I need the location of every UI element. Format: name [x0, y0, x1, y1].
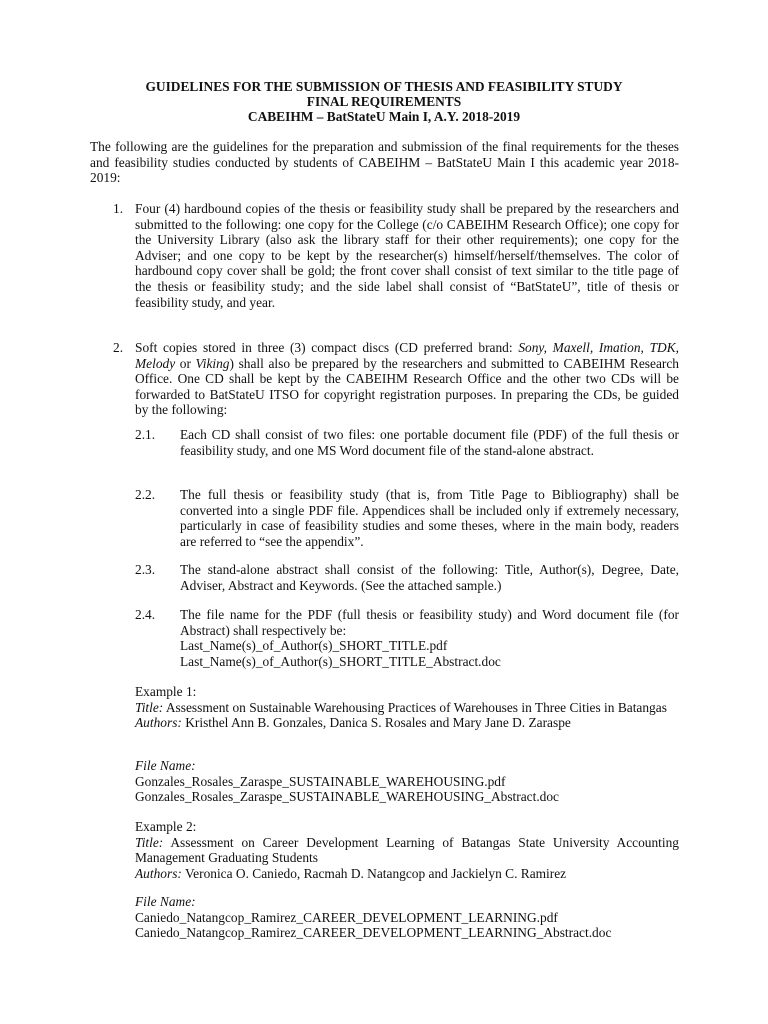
file-name-pdf: Caniedo_Natangcop_Ramirez_CAREER_DEVELOPMENT_LEARNING.pdf: [135, 909, 558, 925]
cd-brands: Sony, Maxell, Imation, TDK, Melody: [135, 340, 679, 371]
example-authors: Authors: Veronica O. Caniedo, Racmah D. Natangcop and Jackielyn C. Ramirez: [135, 865, 567, 881]
example-heading: Example 2:: [135, 819, 197, 834]
sub-item-text: The file name for the PDF (full thesis or feasibility study) and Word document file (for Abstract) shall respectively be: Last_Name(s)_of_Author(s)_SHORT_TITLE.pdf Last_Name(s)_of_Author(s)_SHORT_TITLE_Abstract.doc: [180, 607, 679, 669]
document-header: [0, 79, 768, 125]
sub-item-number: 2.4.: [135, 607, 156, 622]
sub-item-text: The stand-alone abstract shall consist of the following: Title, Author(s), Degree, Date, Adviser, Abstract and Keywords. (See the attached sample.): [180, 562, 679, 593]
item-text: Soft copies stored in three (3) compact discs (CD preferred brand: Sony, Maxell, Imation, TDK, Melody or Viking) shall also be prepared by the researchers and submitted to CABEIHM Research Office. One CD shall be kept by the CABEIHM Research Office and the other two CDs will be forwarded to BatStateU ITSO for copyright registration purposes. In preparing the CDs, be guided by the following:: [135, 340, 679, 418]
example-2: [135, 819, 679, 881]
file-name-label: File Name:: [135, 758, 196, 773]
sub-item-text: Each CD shall consist of two files: one portable document file (PDF) of the full thesis or feasibility study, and one MS Word document file of the stand-alone abstract.: [180, 427, 679, 458]
header-title: GUIDELINES FOR THE SUBMISSION OF THESIS AND FEASIBILITY STUDY: [145, 79, 623, 94]
sub-item-number: 2.2.: [135, 487, 156, 502]
item-number: 2.: [113, 340, 124, 355]
example-title: Title: Assessment on Sustainable Warehousing Practices of Warehouses in Three Cities in Batangas: [135, 699, 667, 715]
filename-pattern-pdf: Last_Name(s)_of_Author(s)_SHORT_TITLE.pdf: [180, 638, 448, 654]
sub-item-number: 2.1.: [135, 427, 156, 442]
item-text: Four (4) hardbound copies of the thesis or feasibility study shall be prepared by the researchers and submitted to the following: one copy for the College (c/o CABEIHM Research Office); one copy for the University Library (also ask the library staff for their other requirements); one copy for the Adviser; and one copy to be kept by the researcher(s) himself/herself/themselves. The color of hardbound copy cover shall be gold; the front cover shall consist of text similar to the title page of the thesis or feasibility study; and the side label shall consist of “BatStateU”, title of thesis or feasibility study, and year.: [135, 201, 679, 310]
file-name-pdf: Gonzales_Rosales_Zaraspe_SUSTAINABLE_WAREHOUSING.pdf: [135, 773, 506, 789]
header-college-year: CABEIHM – BatStateU Main I, A.Y. 2018-2019: [247, 109, 521, 125]
header-subtitle: FINAL REQUIREMENTS: [306, 94, 462, 110]
example-1: [135, 684, 679, 731]
filename-pattern-doc: Last_Name(s)_of_Author(s)_SHORT_TITLE_Abstract.doc: [180, 653, 501, 669]
file-name-doc: Gonzales_Rosales_Zaraspe_SUSTAINABLE_WAREHOUSING_Abstract.doc: [135, 789, 560, 805]
example-heading: Example 1:: [135, 684, 197, 699]
file-name-doc: Caniedo_Natangcop_Ramirez_CAREER_DEVELOPMENT_LEARNING_Abstract.doc: [135, 925, 612, 941]
sub-item-number: 2.3.: [135, 562, 156, 577]
example-1-files: [135, 758, 679, 805]
example-authors: Authors: Kristhel Ann B. Gonzales, Danica S. Rosales and Mary Jane D. Zaraspe: [135, 715, 571, 731]
file-name-label: File Name:: [135, 894, 196, 909]
cd-brand-last: Viking: [195, 355, 230, 371]
sub-item-text: The full thesis or feasibility study (that is, from Title Page to Bibliography) shall be converted into a single PDF file. Appendices shall be included only if extremely necessary, particularly in case of feasibility studies and some theses, where in the main body, readers are referred to “see the appendix”.: [180, 487, 679, 549]
example-2-files: [135, 894, 679, 941]
example-title: Title: Assessment on Career Development Learning of Batangas State University Accounting Management Graduating Students: [135, 834, 679, 866]
item-number: 1.: [113, 201, 124, 216]
intro-paragraph: The following are the guidelines for the preparation and submission of the final requirements for the theses and feasibility studies conducted by students of CABEIHM – BatStateU Main I this academic year 2018-2019:: [90, 139, 679, 186]
